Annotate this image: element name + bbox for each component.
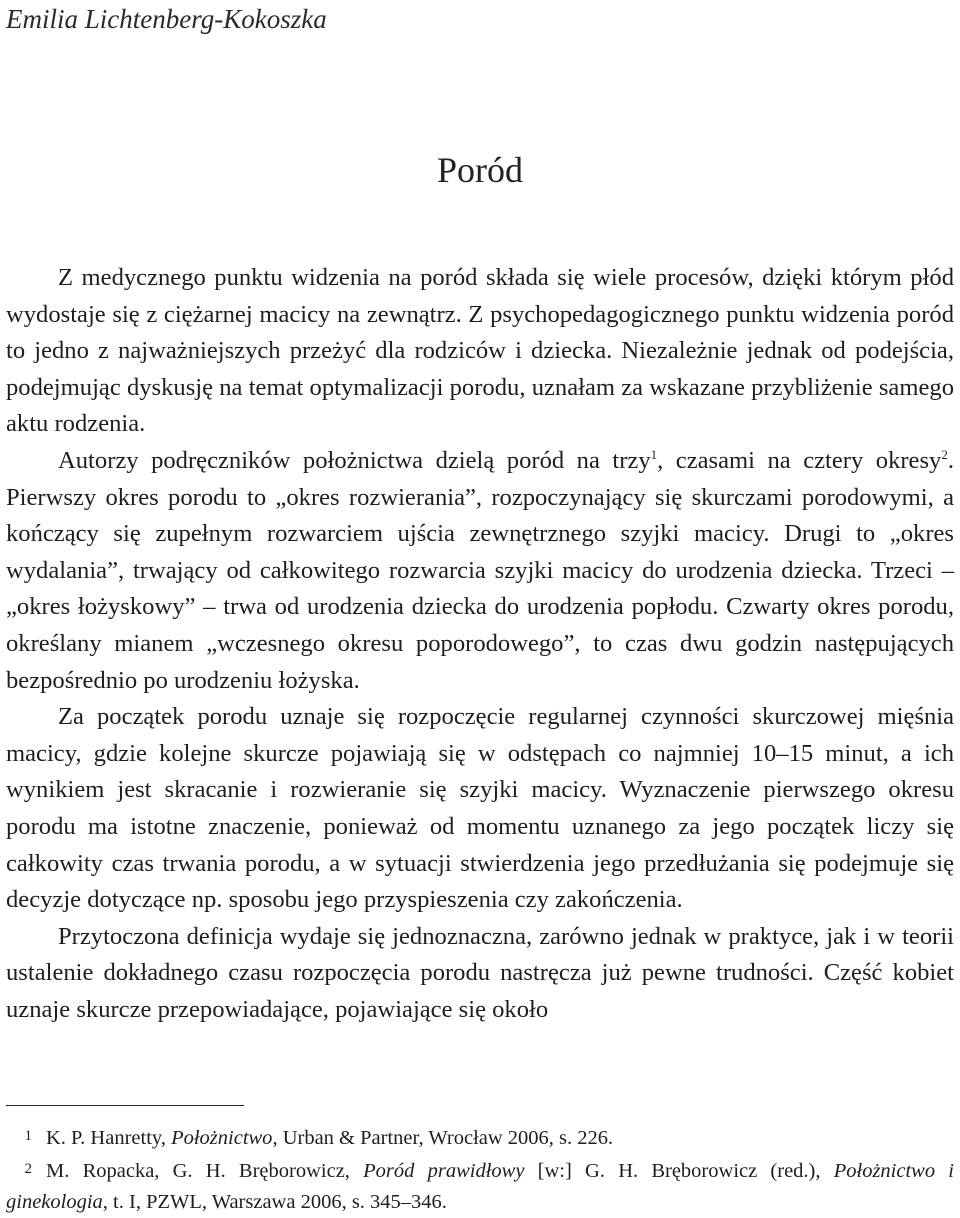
footnote-2-text-a: M. Ropacka, G. H. Bręborowicz, xyxy=(46,1160,364,1182)
chapter-title: Poród xyxy=(436,150,523,190)
footnote-2-text-b: [w:] G. H. Bręborowicz (red.), xyxy=(524,1160,834,1182)
paragraph-2-part-a: Autorzy podręczników położnictwa dzielą poród na trzy xyxy=(58,446,651,474)
paragraph-4: Przytoczona definicja wydaje się jednoznaczna, zarówno jednak w praktyce, jak i w teorii ustalenie dokładnego czasu rozpoczęcia porodu nastręcza już pewne trudności. Część kobiet uznaje skurcze przepowiadające, pojawiające się około xyxy=(6,922,954,1023)
body-text xyxy=(6,260,954,1028)
paragraph-1: Z medycznego punktu widzenia na poród składa się wiele procesów, dzięki którym płód wydostaje się z ciężarnej macicy na zewnątrz. Z psychopedagogicznego punktu widzenia poród to jedno z najważniejszych przeżyć dla rodziców i dziecka. Niezależnie jednak od podejścia, podejmując dyskusję na temat optymalizacji porodu, uznałam za wskazane przybliżenie samego aktu rodzenia. xyxy=(6,264,954,438)
paragraph-2-part-c: . Pierwszy okres porodu to „okres rozwierania”, rozpoczynający się skurczami porodowymi, a kończący się zupełnym rozwarciem ujścia zewnętrznego szyjki macicy. Drugi to „okres wydalania”, trwający od całkowitego rozwarcia szyjki macicy do urodzenia dziecka. Trzeci – „okres łożyskowy” – trwa od urodzenia dziecka do urodzenia popłodu. Czwarty okres porodu, określany mianem „wczesnego okresu poporodowego”, to czas dwu godzin następujących bezpośrednio po urodzeniu łożyska. xyxy=(6,446,954,694)
footnote-2 xyxy=(6,1154,954,1218)
footnote-1-mark: 1 xyxy=(24,1128,32,1144)
running-header-author: Emilia Lichtenberg-Kokoszka xyxy=(6,4,327,34)
footnote-1-title: Położnictwo xyxy=(171,1127,273,1149)
footnote-ref-2[interactable]: 2 xyxy=(941,446,948,462)
footnote-1-text-b: , Urban & Partner, Wrocław 2006, s. 226. xyxy=(272,1127,614,1149)
paragraph-3: Za początek porodu uznaje się rozpoczęcie regularnej czynności skurczowej mięśnia macicy, gdzie kolejne skurcze pojawiają się w odstępach co najmniej 10–15 minut, a ich wynikiem jest skracanie i rozwieranie się szyjki macicy. Wyznaczenie pierwszego okresu porodu ma istotne znaczenie, ponieważ od momentu uznanego za jego początek liczy się całkowity czas trwania porodu, a w sytuacji stwierdzenia jego przedłużania się podejmuje się decyzje dotyczące np. sposobu jego przyspieszenia czy zakończenia. xyxy=(6,703,954,914)
paragraph-2-part-b: , czasami na cztery okresy xyxy=(657,446,942,474)
footnotes xyxy=(6,1121,954,1218)
document-page xyxy=(6,0,955,1213)
footnote-2-title: Poród prawidłowy xyxy=(363,1160,525,1182)
footnote-separator xyxy=(6,1105,244,1106)
footnote-2-title-2: Położnictwo i ginekologia xyxy=(6,1160,955,1213)
paragraph-2 xyxy=(6,443,954,699)
footnote-2-mark: 2 xyxy=(24,1161,32,1177)
footnote-ref-1[interactable]: 1 xyxy=(650,446,658,462)
footnote-1 xyxy=(6,1121,954,1154)
footnote-1-text-a: K. P. Hanretty, xyxy=(46,1127,172,1149)
footnote-2-text-c: , t. I, PZWL, Warszawa 2006, s. 345–346. xyxy=(102,1191,447,1213)
